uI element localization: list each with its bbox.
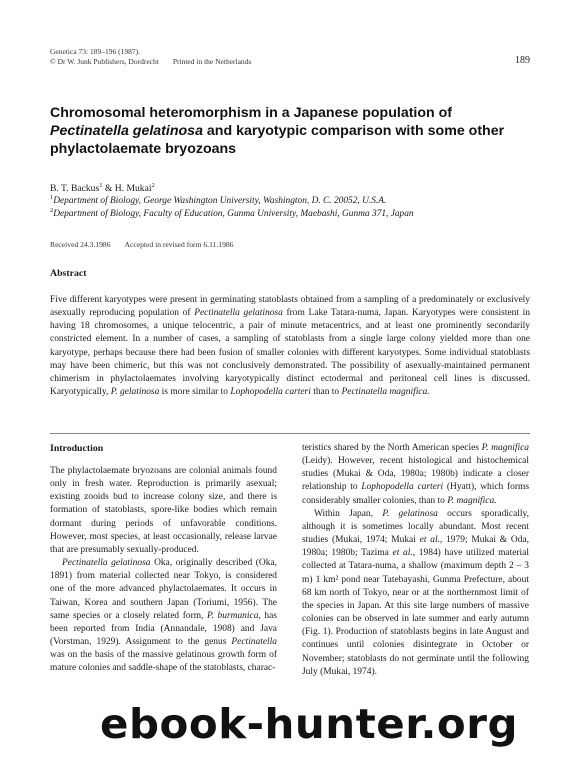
intro-species: P. magnifica	[481, 443, 529, 453]
introduction-column-left	[50, 465, 277, 676]
submission-dates	[50, 240, 233, 249]
page-number: 189	[515, 55, 530, 66]
affiliation-1-marker: 1	[50, 194, 54, 201]
intro-paragraph-2-cont	[302, 442, 529, 508]
title-part-2: and karyotypic comparison with some other phylactolaemate bryozoans	[50, 123, 505, 157]
abstract-species: Lophopodella carteri	[230, 387, 311, 398]
title-part-1: Chromosomal heteromorphism in a Japanese population of	[50, 105, 453, 121]
intro-citation-etal: et al.,	[419, 535, 443, 546]
intro-text: occurs sporadically, although it is sometimes locally abundant. Most recent studies (Mukai, 1974; Mukai	[302, 508, 529, 546]
accepted-date: Accepted in revised form 6.11.1986	[124, 240, 234, 249]
abstract-text: is more similar to	[159, 387, 231, 398]
author-mukai: & H. Mukai	[102, 183, 152, 194]
intro-text: was on the basis of the massive gelatinous growth form of mature colonies and saddle-shape of the statoblasts, charac-	[50, 650, 277, 674]
abstract-heading: Abstract	[50, 268, 87, 279]
publisher-line	[50, 57, 251, 67]
author-backus: B. T. Backus	[50, 183, 100, 194]
paper-title	[50, 104, 520, 158]
intro-text: 1984) have utilized material collected at Tatara-numa, a shallow (maximum depth 2 – 3 m) 1 km² pond near Tatebayashi, Gunma Prefecture, about 68 km north of Tokyo, near or at the northernmost limit of the species in Japan. At this site large numbers of massive colonies can be observed in late summer and early autumn (Fig. 1). Production of statoblasts begins in late August and continues until colonies disintegrate in October or November; statoblasts do not germinate until the following July (Mukai, 1974).	[302, 548, 529, 677]
intro-paragraph-2	[50, 557, 277, 675]
intro-citation-etal: et al.,	[392, 548, 416, 559]
title-species: Pectinatella gelatinosa	[50, 123, 203, 139]
watermark-logo	[100, 700, 520, 748]
intro-text: 1979; Mukai & Oda, 1980a; 1980b; Tazima	[302, 535, 529, 559]
introduction-heading: Introduction	[50, 443, 104, 454]
abstract-species: Pectinatella magnifica.	[341, 387, 430, 398]
intro-text: Oka, originally described (Oka, 1891) from material collected near Tokyo, is considered one of the more advanced phylactolaemates. It occurs in Taiwan, Korea and southern Japan (Toriumi, 1956). The same species or a closely related form,	[50, 558, 278, 621]
introduction-column-right	[302, 442, 529, 679]
intro-paragraph-1: The phylactolaemate bryozoans are colonial animals found only in fresh water. Reproduction is primarily asexual; existing zooids bud to increase colony size, and there is formation of statoblasts, spore-like bodies which remain dormant during periods of unfavorable conditions. However, most species, at least occasionally, release larvae that are presumably sexually-produced.	[50, 466, 277, 555]
abstract-species: Pectinatella gelatinosa	[194, 308, 283, 319]
journal-line: Genetica 73: 189–196 (1987).	[50, 47, 140, 56]
journal-citation	[50, 47, 251, 67]
received-date: Received 24.3.1986	[50, 240, 111, 249]
abstract-text: Five different karyotypes were present in germinating statoblasts obtained from a sampling of a predominately or exclusively asexually reproducing population of	[50, 295, 530, 319]
intro-text: has been reported from India (Annandale, 1908) and Java (Vorstman, 1929). Assignment to the genus	[50, 610, 277, 648]
publisher: © Dr W. Junk Publishers, Dordrecht	[50, 57, 159, 66]
affiliation-2-text: Department of Biology, Faculty of Education, Gunma University, Maebashi, Gunma 371, Japan	[53, 209, 414, 219]
intro-species: P. magnifica.	[447, 495, 497, 506]
intro-text: (Leidy). However, recent histological and histochemical studies (Mukai & Oda, 1980a; 1980b) indicate a closer relationship to	[302, 456, 529, 493]
watermark-text: ebook-hunter.org	[100, 700, 518, 748]
intro-species: Pectinatella	[231, 637, 277, 648]
intro-species: P. burmanica,	[207, 610, 261, 621]
intro-species: P. gelatinosa	[382, 508, 438, 519]
intro-species: Lophopodella carteri	[361, 482, 444, 493]
abstract-body	[50, 294, 530, 399]
author-1-marker: 1	[99, 182, 103, 189]
intro-text: teristics shared by the North American species	[302, 443, 482, 453]
intro-text: (Hyatt), which forms considerably smaller colonies, than to	[302, 482, 529, 506]
intro-paragraph-3	[302, 508, 529, 679]
author-list	[50, 183, 155, 194]
section-divider	[50, 433, 530, 434]
affiliation-2	[50, 209, 540, 219]
abstract-text: from Lake Tatara-numa, Japan. Karyotypes were consistent in having 18 chromosomes, a unique telocentric, a pair of minute metacentrics, and at least one prominently secondarily constricted element. In a number of cases, a sampling of statoblasts from a single large colony yielded more than one karyotype, perhaps because there had been fusion of smaller colonies with different karyotypes. Some individual statoblasts may have been chimeric, but this was not conclusively demonstrated. The possibility of asexually-maintained permanent chimerism in phylactolaemates involving karyotypically distinct ectodermal and peritoneal cell lines is discussed. Karyotypically,	[50, 308, 530, 398]
affiliation-2-marker: 2	[50, 207, 54, 214]
affiliation-1-text: Department of Biology, George Washington University, Washington, D. C. 20052, U.S.A.	[53, 196, 387, 206]
abstract-species: P. gelatinosa	[110, 387, 160, 398]
intro-species: Pectinatella gelatinosa	[62, 558, 151, 569]
author-2-marker: 2	[151, 182, 155, 189]
intro-text: Within Japan,	[314, 508, 383, 519]
printed-in: Printed in the Netherlands	[172, 57, 252, 66]
abstract-text: than to	[310, 387, 342, 398]
watermark	[100, 700, 520, 748]
affiliation-1	[50, 196, 540, 206]
